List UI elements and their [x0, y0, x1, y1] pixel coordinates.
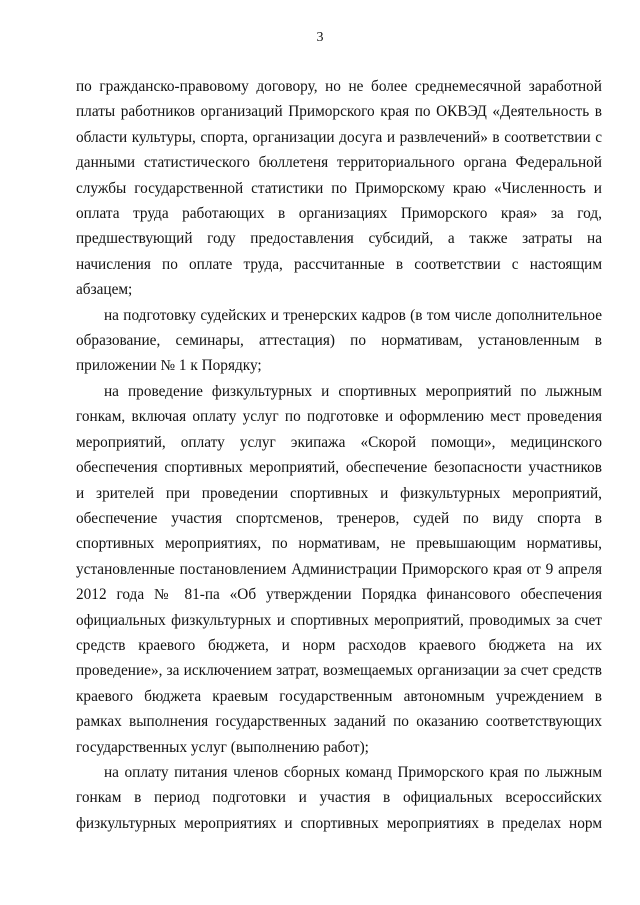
text-line: мероприятий, оплату услуг экипажа «Скорой помощи», медицинского [76, 433, 602, 451]
text-line: области культуры, спорта, организации досуга и развлечений» в соответствии с [76, 128, 602, 146]
text-line: установленные постановлением Администрации Приморского края от 9 апреля [76, 560, 602, 578]
text-line: на оплату питания членов сборных команд Приморского края по лыжным [104, 763, 602, 781]
text-line: абзацем; [76, 281, 133, 299]
text-line: предшествующий году предоставления субсидий, а также затраты на [76, 230, 602, 248]
text-line: данными статистического бюллетеня территориального органа Федеральной [76, 154, 602, 172]
text-line: рамках выполнения государственных заданий по оказанию соответствующих [76, 713, 602, 731]
paragraph-3 [76, 379, 602, 760]
page-number: 3 [316, 30, 324, 45]
text-line: гонкам в период подготовки и участия в официальных всероссийских [76, 789, 602, 807]
paragraph-1 [76, 74, 602, 303]
text-line: проведение», за исключением затрат, возмещаемых организации за счет средств [76, 662, 602, 680]
text-line: образование, семинары, аттестация) по нормативам, установленным в [76, 332, 602, 350]
text-line: 2012 года № 81-па «Об утверждении Порядка финансового обеспечения [76, 586, 602, 604]
paragraph-2 [76, 303, 602, 379]
text-line: на проведение физкультурных и спортивных мероприятий по лыжным [104, 382, 602, 400]
text-line: краевого бюджета краевым государственным автономным учреждением в [76, 687, 602, 705]
text-line: на подготовку судейских и тренерских кадров (в том числе дополнительное [104, 306, 602, 324]
text-line: обеспечения спортивных мероприятий, обеспечение безопасности участников [76, 459, 602, 477]
text-line: оплата труда работающих в организациях Приморского края» за год, [76, 205, 602, 223]
text-line: официальных физкультурных и спортивных мероприятий, проводимых за счет [76, 611, 602, 629]
text-line: по гражданско-правовому договору, но не более среднемесячной заработной [76, 78, 602, 95]
text-line: службы государственной статистики по Приморскому краю «Численность и [76, 179, 602, 197]
text-line: спортивных мероприятиях, по нормативам, не превышающим нормативы, [76, 535, 602, 553]
text-line: платы работников организаций Приморского края по ОКВЭД «Деятельность в [76, 103, 602, 121]
paragraph-4 [76, 760, 602, 836]
text-line: и зрителей при проведении спортивных и физкультурных мероприятий, [76, 484, 602, 502]
text-line: средств краевого бюджета, и норм расходов краевого бюджета на их [76, 636, 602, 654]
document-body [76, 74, 602, 836]
text-line: гонкам, включая оплату услуг по подготовке и оформлению мест проведения [76, 408, 602, 426]
text-line: начисления по оплате труда, рассчитанные в соответствии с настоящим [76, 255, 602, 273]
text-line: государственных услуг (выполнению работ); [76, 738, 369, 756]
text-line: физкультурных мероприятиях и спортивных мероприятиях в пределах норм [76, 814, 602, 832]
text-line: приложении № 1 к Порядку; [76, 357, 262, 375]
text-line: обеспечение участия спортсменов, тренеров, судей по виду спорта в [76, 509, 602, 527]
